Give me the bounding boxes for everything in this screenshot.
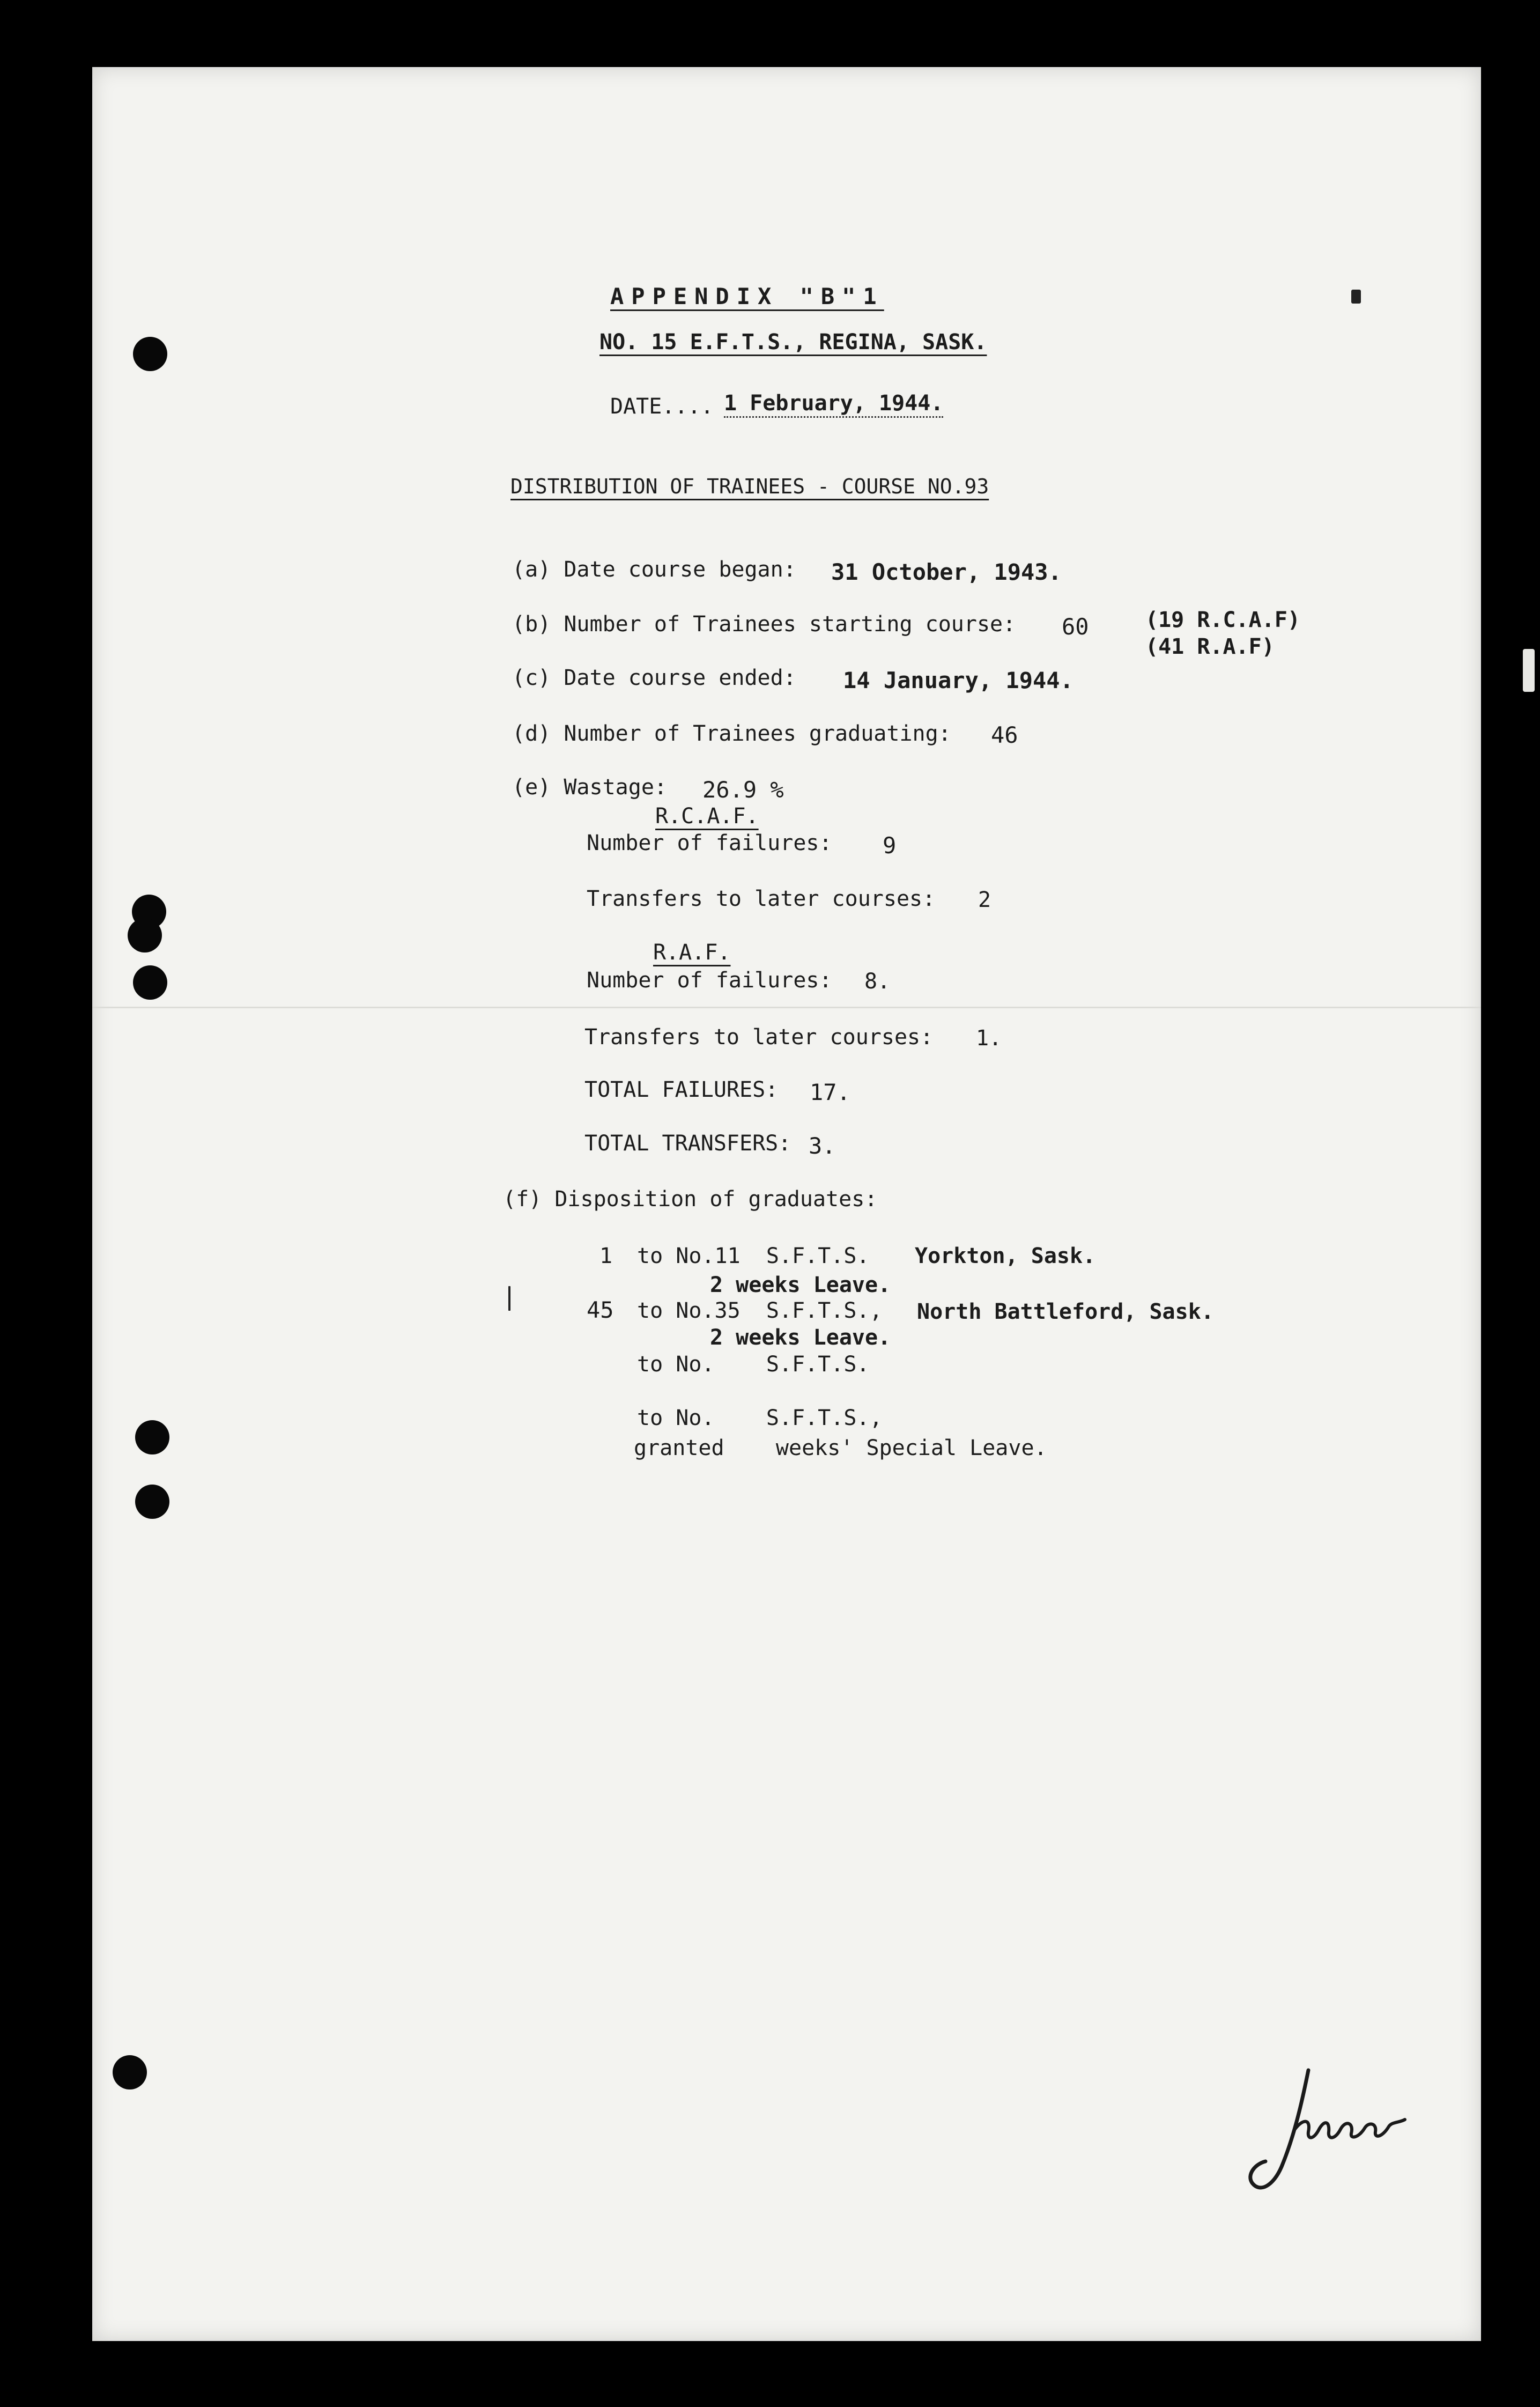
punch-hole	[133, 337, 167, 371]
punch-hole	[133, 965, 167, 1000]
ink-speck	[1523, 649, 1535, 692]
rcaf-heading: R.C.A.F.	[655, 804, 759, 829]
rcaf-transfers-value: 2	[978, 888, 991, 912]
disposition-label: (f) Disposition of graduates:	[503, 1187, 878, 1212]
punch-hole	[135, 1420, 169, 1454]
item-c-value: 14 January, 1944.	[843, 667, 1073, 693]
item-b-breakdown-rcaf: (19 R.C.A.F)	[1145, 608, 1300, 632]
graduate-leave: 2 weeks Leave.	[710, 1273, 891, 1297]
section-title: DISTRIBUTION OF TRAINEES - COURSE NO.93	[510, 475, 989, 498]
punch-hole	[113, 2055, 147, 2089]
total-failures-label: TOTAL FAILURES:	[584, 1077, 779, 1102]
raf-failures-label: Number of failures:	[587, 968, 832, 993]
punch-hole	[128, 918, 162, 953]
total-transfers-label: TOTAL TRANSFERS:	[584, 1131, 791, 1156]
total-failures-value: 17.	[810, 1079, 850, 1105]
raf-failures-value: 8.	[864, 969, 891, 994]
handwritten-initials	[1244, 2059, 1416, 2210]
graduate-count: 1	[599, 1244, 613, 1268]
rcaf-transfers-label: Transfers to later courses:	[587, 887, 936, 911]
ink-speck	[1351, 290, 1361, 304]
item-a-value: 31 October, 1943.	[831, 559, 1062, 585]
graduate-leave: 2 weeks Leave.	[710, 1325, 891, 1350]
special-leave-line: granted weeks' Special Leave.	[634, 1436, 1047, 1460]
total-transfers-value: 3.	[809, 1133, 836, 1159]
item-b-breakdown-raf: (41 R.A.F)	[1145, 634, 1275, 659]
item-c-label: (c) Date course ended:	[512, 666, 796, 690]
date-value: 1 February, 1944.	[724, 393, 943, 418]
fold-line	[92, 1007, 1481, 1008]
raf-heading: R.A.F.	[653, 940, 731, 965]
blank-school-line: to No. S.F.T.S.,	[637, 1406, 883, 1430]
item-e-value: 26.9 %	[702, 777, 784, 803]
item-e-label: (e) Wastage:	[512, 775, 667, 800]
raf-transfers-label: Transfers to later courses:	[584, 1025, 934, 1050]
graduate-location: Yorkton, Sask.	[915, 1244, 1096, 1268]
item-d-value: 46	[991, 722, 1018, 748]
item-b-label: (b) Number of Trainees starting course:	[512, 612, 1016, 637]
item-d-label: (d) Number of Trainees graduating:	[512, 721, 951, 746]
blank-school-line: to No. S.F.T.S.	[637, 1352, 870, 1377]
punch-hole	[135, 1485, 169, 1519]
margin-tick	[508, 1286, 510, 1311]
graduate-count: 45	[587, 1297, 614, 1323]
appendix-heading: APPENDIX "B"1	[610, 283, 884, 309]
item-b-value: 60	[1062, 614, 1089, 640]
date-label: DATE....	[610, 394, 714, 419]
rcaf-failures-label: Number of failures:	[587, 831, 832, 855]
graduate-school: to No.35 S.F.T.S.,	[637, 1298, 883, 1323]
graduate-school: to No.11 S.F.T.S.	[637, 1244, 870, 1268]
rcaf-failures-value: 9	[883, 832, 897, 859]
unit-heading: NO. 15 E.F.T.S., REGINA, SASK.	[599, 330, 987, 355]
raf-transfers-value: 1.	[976, 1026, 1002, 1051]
graduate-location: North Battleford, Sask.	[917, 1300, 1214, 1324]
item-a-label: (a) Date course began:	[512, 557, 796, 582]
